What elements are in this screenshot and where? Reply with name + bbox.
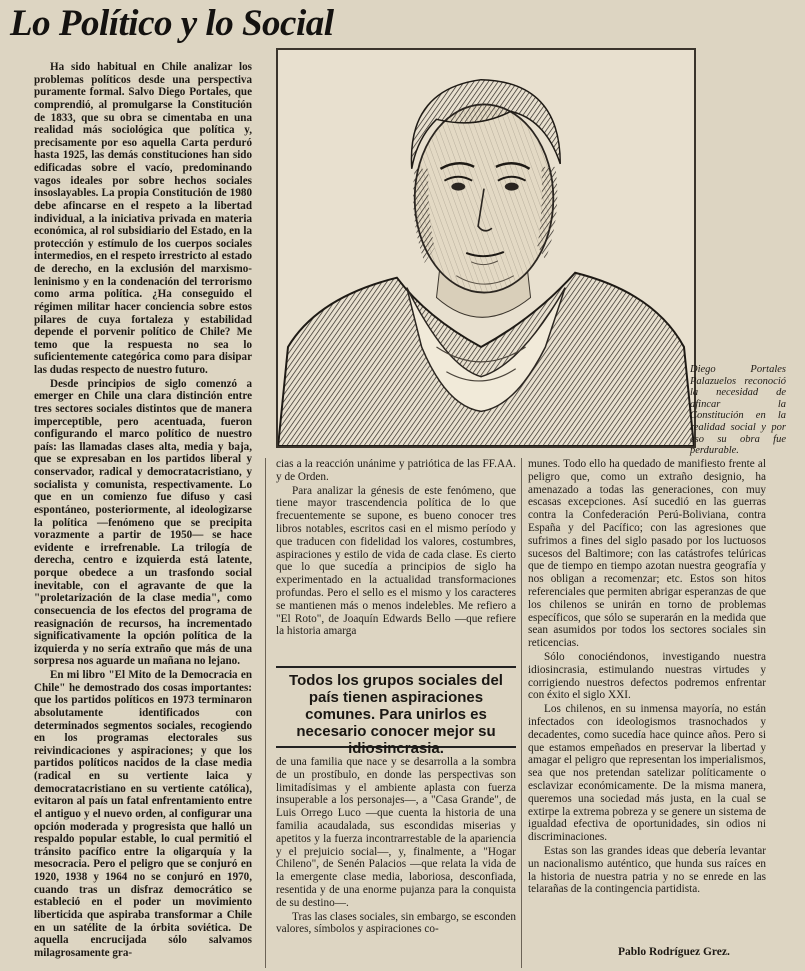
- divider: [521, 458, 522, 968]
- paragraph: Desde principios de siglo comenzó a emerger en Chile una clara distinción entre tres sectores sociales distintos que de manera imperceptible, pero acentuada, fueron configurando el marco político de nuestro país: las llamadas clases alta, media y baja, que se expresaban en los partidos liberal y conservador, radical y democratacristiano, y socialista y comunista, respectivamente. Lo que en un comienzo fue difuso y casi espontáneo, posteriormente, al ideologizarse la política —fenómeno que se precipita vorazmente a partir de 1950— se hace evidente e irrefrenable. La trilogía de derecha, centro e izquierda está latente, porque obedece a un trasfondo social inevitable, con el agravante de que la "proletarización de la clase media", como consecuencia de los efectos del programa de reasignación de recursos, ha incrementado significativamente la opción política de la izquierda y no sería extraño que más de una sorpresa nos aguarde un mañana no lejano.: [34, 377, 252, 668]
- paragraph: Sólo conociéndonos, investigando nuestra idiosincrasia, estimulando nuestras virtudes y corrigiendo nuestros defectos podremos enfrentar con éxito el siglo XXI.: [528, 650, 766, 702]
- paragraph: En mi libro "El Mito de la Democracia en Chile" he demostrado dos cosas importantes: que los partidos políticos en 1973 terminaron absolutamente identificados con determinados segmentos sociales, recogiendo en los programas electorales sus reivindicaciones y aspiraciones; y que los partidos políticos nacidos de la clase media (radical en su vertiente laica y democratacristiano en su vertiente católica), evitaron al país un fatal enfrentamiento entre el antiguo y el nuevo orden, al configurar una opción moderada y progresista que halló un respaldo popular estable, lo cual permitió el tránsito pacífico entre la oligarquía y la mesocracia. Pero el peligro que se conjuró en 1920, 1938 y 1964 no se conjuró en 1970, cuando tras un disfraz democrático se estableció en el poder un movimiento liberticida que aspiraba transformar a Chile en un satélite de la órbita soviética. De aquella encrucijada sólo salvamos milagrosamente gra-: [34, 669, 252, 959]
- divider: [265, 458, 266, 968]
- paragraph: de una familia que nace y se desarrolla a la sombra de un prostíbulo, en donde las perspectivas son limitadísimas y el ambiente aplasta con fuerza insuperable a los personajes—, a "Casa Grande", de Luis Orrego Luco —que cuenta la historia de una familia acaudalada, sus escondidas miserias y apetitos y la fuerza incontrarrestable de la apariencia y el prejuicio social—, y, finalmente, a "Hogar Chileno", de Senén Palacios —que relata la vida de la emergente clase media, laboriosa, desconfiada, resentida y de una enorme pujanza para la conquista de su destino—.: [276, 756, 516, 909]
- article-title: Lo Político y lo Social: [10, 3, 334, 44]
- pull-quote: Todos los grupos sociales del país tienen aspiraciones comunes. Para unirlos es necesario conocer mejor su idiosincrasia.: [276, 666, 516, 748]
- author-signature: Pablo Rodríguez Grez.: [618, 946, 730, 958]
- paragraph: Para analizar la génesis de este fenómeno, que tiene mayor trascendencia política de lo que frecuentemente se supone, es bueno conocer tres libros notables, escritos casi en el mismo período y que traducen con fidelidad los valores, costumbres, aspiraciones y estilo de vida de cada clase. Es cierto que lo que sucedía a principios de siglo ha experimentado en la actualidad transformaciones profundas. Pero el sello es el mismo y los caracteres se mantienen más o menos indelebles. Me refiero a "El Roto", de Joaquín Edwards Bello —que refiere la historia amarga: [276, 484, 516, 638]
- article-column-3: [276, 756, 516, 968]
- photo-caption: Diego Portales Palazuelos reconoció la necesidad de afincar la Constitución en la realidad social y por eso su obra fue perdurable.: [690, 364, 786, 457]
- paragraph: cias a la reacción unánime y patriótica de las FF.AA. y de Orden.: [276, 458, 516, 483]
- article-column-4: [528, 458, 766, 968]
- article-column-1: [34, 61, 252, 966]
- paragraph: Estas son las grandes ideas que debería levantar un nacionalismo auténtico, que hunda sus raíces en la historia de nuestra patria y no se enrede en las telarañas de la contingencia partidista.: [528, 844, 766, 896]
- portrait-image: [276, 48, 696, 448]
- article-column-2: [276, 458, 516, 658]
- paragraph: Ha sido habitual en Chile analizar los problemas políticos desde una perspectiva puramente formal. Salvo Diego Portales, que comprendió, al promulgarse la Constitución de 1833, que su obra se cimentaba en una realidad más sociológica que política y, precisamente por eso aquella Carta perduró hasta 1925, las demás constituciones han sido edificadas sobre el vacío, predominando vagos ideales por sobre hechos sociales insoslayables. La propia Constitución de 1980 debe afincarse en el respeto a la libertad individual, a la iniciativa privada en materia económica, al rol subsidiario del Estado, en la protección y estímulo de los cuerpos sociales intermedios, en el respeto irrestricto al estado de derecho, en la exclusión del marxismo-leninismo y en la condenación del terrorismo como arma política. ¿Ha conseguido el régimen militar hacer conciencia sobre estos pilares de cuya fortaleza y estabilidad depende el porvenir político de Chile? Me temo que la respuesta no sea lo suficientemente categórica como para disipar las dudas respecto de nuestro futuro.: [34, 61, 252, 376]
- paragraph: Tras las clases sociales, sin embargo, se esconden valores, símbolos y aspiraciones co-: [276, 910, 516, 936]
- paragraph: Los chilenos, en su inmensa mayoría, no están infectados con ideologismos trasnochados y decadentes, como sucedía hace quince años. Pero si que estamos empeñados en preservar la libertad y amagar el peligro que representan los imperialismos, sea que nos pretendan satelizar políticamente o esclavizar económicamente. De la misma manera, queremos una sociedad más justa, en la cual se extirpe la extrema pobreza y se genere un sistema de igualdad efectiva de oportunidades, sin odios ni discriminaciones.: [528, 703, 766, 844]
- paragraph: munes. Todo ello ha quedado de manifiesto frente al peligro que, como un extraño designio, ha amenazado a todas las generaciones, con muy escasas excepciones. Así sucedió en las guerras contra la Confederación Perú-Boliviana, contra España y del Pacífico; con las agresiones que sufrimos a fines del siglo pasado por los luctuosos sucesos del Baltimore; con las catástrofes telúricas que de tiempo en tiempo azotan nuestra geografía y nos obligan a recomenzar; etc. Estos son hitos referenciales que permiten abrigar esperanzas de que los chilenos se unirán en torno de problemas específicos, que sólo se superarán en la medida que sean asumidos por todos los sectores sociales sin reticencias.: [528, 458, 766, 650]
